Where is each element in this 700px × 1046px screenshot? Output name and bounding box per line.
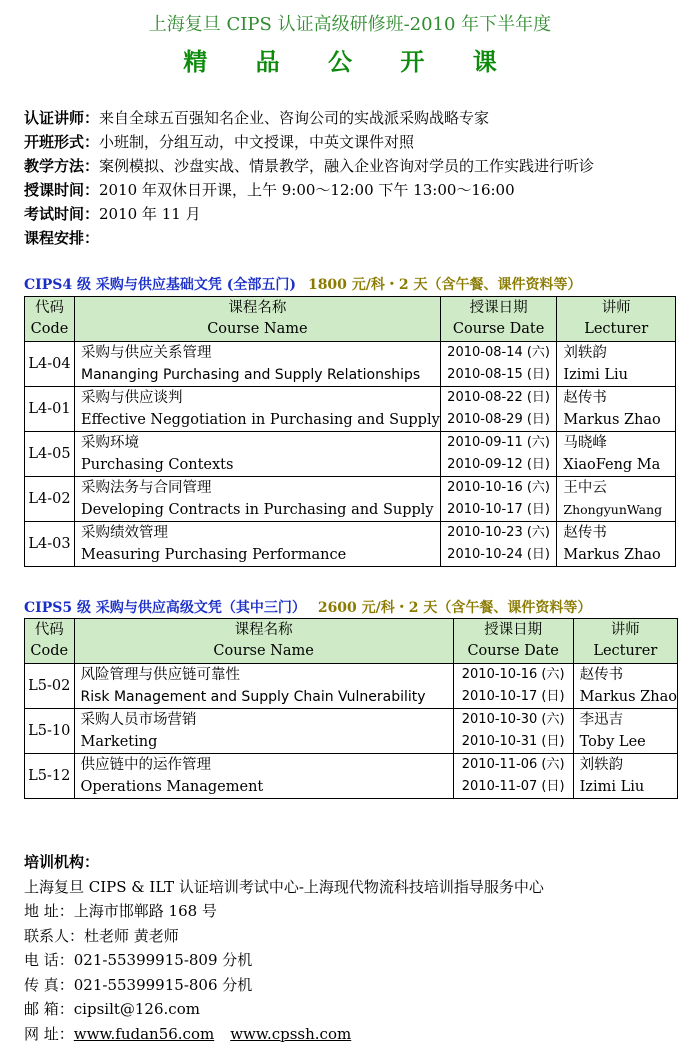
info-value: 2010 年 11 月 xyxy=(99,205,201,223)
course-code: L4-01 xyxy=(25,387,75,432)
course-name-cn: 采购与供应谈判 xyxy=(75,387,440,409)
course-date-cell xyxy=(440,522,557,567)
org-contact: 联系人：杜老师 黄老师 xyxy=(24,924,544,949)
lecturer-en: Izimi Liu xyxy=(557,364,675,386)
course-code: L5-02 xyxy=(25,664,75,709)
org-block xyxy=(24,850,544,1046)
info-label: 开班形式： xyxy=(24,133,99,151)
course-date-1: 2010-10-23 (六) xyxy=(441,522,557,544)
lecturer-cell xyxy=(573,754,677,799)
cips4-heading xyxy=(24,274,582,294)
course-name-en: Risk Management and Supply Chain Vulnerability xyxy=(75,686,453,708)
lecturer-cn: 刘轶韵 xyxy=(574,754,677,776)
course-name-en: Measuring Purchasing Performance xyxy=(75,544,440,566)
table-header-row xyxy=(25,297,676,342)
course-name-cn: 采购人员市场营销 xyxy=(75,709,453,731)
lecturer-en: Markus Zhao xyxy=(557,409,675,431)
lecturer-cell xyxy=(557,522,676,567)
info-label: 课程安排： xyxy=(24,229,99,247)
page-subtitle: 精 品 公 开 课 xyxy=(0,42,700,77)
course-name-cell xyxy=(74,754,453,799)
header-code: 代码 Code xyxy=(25,619,75,664)
course-name-cn: 采购绩效管理 xyxy=(75,522,440,544)
lecturer-en: Markus Zhao xyxy=(557,544,675,566)
org-website-row xyxy=(24,1022,544,1046)
course-date-1: 2010-09-11 (六) xyxy=(441,432,557,454)
info-row xyxy=(24,154,684,178)
course-date-1: 2010-10-30 (六) xyxy=(454,709,573,731)
header-lecturer: 讲师 Lecturer xyxy=(573,619,677,664)
org-email: 邮 箱：cipsilt@126.com xyxy=(24,997,544,1022)
course-date-2: 2010-10-31 (日) xyxy=(454,731,573,753)
header-course-date: 授课日期 Course Date xyxy=(453,619,573,664)
lecturer-cn: 马晓峰 xyxy=(557,432,675,454)
cips5-table xyxy=(24,618,678,799)
org-name: 上海复旦 CIPS & ILT 认证培训考试中心-上海现代物流科技培训指导服务中心 xyxy=(24,875,544,900)
info-label: 授课时间： xyxy=(24,181,99,199)
course-date-2: 2010-09-12 (日) xyxy=(441,454,557,476)
course-code: L4-04 xyxy=(25,342,75,387)
course-name-en: Purchasing Contexts xyxy=(75,454,440,476)
cips4-price: 1800 元/科・2 天（含午餐、课件资料等） xyxy=(308,277,582,293)
website-link-fudan56[interactable]: www.fudan56.com xyxy=(74,1025,214,1043)
info-row xyxy=(24,202,684,226)
course-name-cell xyxy=(74,342,440,387)
lecturer-cell xyxy=(573,664,677,709)
lecturer-cn: 赵传书 xyxy=(574,664,677,686)
lecturer-cell xyxy=(557,342,676,387)
course-code: L4-05 xyxy=(25,432,75,477)
lecturer-cn: 李迅吉 xyxy=(574,709,677,731)
course-date-cell xyxy=(440,387,557,432)
lecturer-en: ZhongyunWang xyxy=(557,499,675,521)
course-name-cell xyxy=(74,432,440,477)
info-block xyxy=(24,106,684,250)
header-course-name: 课程名称 Course Name xyxy=(74,619,453,664)
lecturer-en: XiaoFeng Ma xyxy=(557,454,675,476)
lecturer-cell xyxy=(557,477,676,522)
course-name-cn: 采购与供应关系管理 xyxy=(75,342,440,364)
info-value: 案例模拟、沙盘实战、情景教学，融入企业咨询对学员的工作实践进行听诊 xyxy=(99,157,594,175)
course-date-1: 2010-10-16 (六) xyxy=(441,477,557,499)
cips4-table xyxy=(24,296,676,567)
cips5-title: CIPS5 级 采购与供应高级文凭（其中三门） xyxy=(24,600,306,616)
course-name-cell xyxy=(74,387,440,432)
course-date-cell xyxy=(453,664,573,709)
cips5-heading xyxy=(24,597,591,617)
info-label: 认证讲师： xyxy=(24,109,99,127)
cips5-price: 2600 元/科・2 天（含午餐、课件资料等） xyxy=(318,600,592,616)
course-code: L5-10 xyxy=(25,709,75,754)
course-date-1: 2010-10-16 (六) xyxy=(454,664,573,686)
course-name-cell xyxy=(74,477,440,522)
info-row xyxy=(24,130,684,154)
website-link-cpssh[interactable]: www.cpssh.com xyxy=(230,1025,351,1043)
page-title: 上海复旦 CIPS 认证高级研修班-2010 年下半年度 xyxy=(0,10,700,36)
info-label: 教学方法： xyxy=(24,157,99,175)
course-code: L4-02 xyxy=(25,477,75,522)
org-heading: 培训机构： xyxy=(24,850,544,875)
course-name-cell xyxy=(74,709,453,754)
table-row xyxy=(25,754,678,799)
lecturer-cell xyxy=(557,432,676,477)
course-date-2: 2010-11-07 (日) xyxy=(454,776,573,798)
course-name-cn: 供应链中的运作管理 xyxy=(75,754,453,776)
header-course-name: 课程名称 Course Name xyxy=(74,297,440,342)
info-row xyxy=(24,106,684,130)
course-name-cn: 风险管理与供应链可靠性 xyxy=(75,664,453,686)
info-value: 小班制，分组互动，中文授课，中英文课件对照 xyxy=(99,133,414,151)
lecturer-cn: 赵传书 xyxy=(557,522,675,544)
course-date-1: 2010-08-14 (六) xyxy=(441,342,557,364)
table-row xyxy=(25,709,678,754)
course-date-cell xyxy=(440,477,557,522)
table-header-row xyxy=(25,619,678,664)
course-date-1: 2010-11-06 (六) xyxy=(454,754,573,776)
cips4-title: CIPS4 级 采购与供应基础文凭 (全部五门) xyxy=(24,277,296,293)
course-date-2: 2010-10-17 (日) xyxy=(454,686,573,708)
table-row xyxy=(25,477,676,522)
lecturer-cn: 赵传书 xyxy=(557,387,675,409)
course-code: L4-03 xyxy=(25,522,75,567)
course-name-cell xyxy=(74,522,440,567)
table-row xyxy=(25,522,676,567)
course-name-en: Marketing xyxy=(75,731,453,753)
lecturer-cn: 刘轶韵 xyxy=(557,342,675,364)
lecturer-cell xyxy=(557,387,676,432)
info-row xyxy=(24,178,684,202)
info-value: 2010 年双休日开课，上午 9:00～12:00 下午 13:00～16:00 xyxy=(99,181,515,199)
course-date-2: 2010-08-29 (日) xyxy=(441,409,557,431)
course-date-2: 2010-10-17 (日) xyxy=(441,499,557,521)
course-code: L5-12 xyxy=(25,754,75,799)
course-date-cell xyxy=(453,709,573,754)
info-value: 来自全球五百强知名企业、咨询公司的实战派采购战略专家 xyxy=(99,109,489,127)
table-row xyxy=(25,664,678,709)
course-date-2: 2010-10-24 (日) xyxy=(441,544,557,566)
course-date-cell xyxy=(440,432,557,477)
org-address: 地 址：上海市邯郸路 168 号 xyxy=(24,899,544,924)
table-row xyxy=(25,387,676,432)
course-name-cn: 采购法务与合同管理 xyxy=(75,477,440,499)
course-name-cell xyxy=(74,664,453,709)
course-name-en: Operations Management xyxy=(75,776,453,798)
org-website-label: 网 址： xyxy=(24,1025,74,1043)
table-row xyxy=(25,432,676,477)
lecturer-cell xyxy=(573,709,677,754)
course-name-en: Mananging Purchasing and Supply Relationships xyxy=(75,364,440,386)
lecturer-en: Izimi Liu xyxy=(574,776,677,798)
table-row xyxy=(25,342,676,387)
lecturer-en: Markus Zhao xyxy=(574,686,677,708)
course-date-cell xyxy=(453,754,573,799)
info-label: 考试时间： xyxy=(24,205,99,223)
info-row xyxy=(24,226,684,250)
header-course-date: 授课日期 Course Date xyxy=(440,297,557,342)
org-phone: 电 话：021-55399915-809 分机 xyxy=(24,948,544,973)
header-lecturer: 讲师 Lecturer xyxy=(557,297,676,342)
lecturer-en: Toby Lee xyxy=(574,731,677,753)
org-fax: 传 真：021-55399915-806 分机 xyxy=(24,973,544,998)
course-name-cn: 采购环境 xyxy=(75,432,440,454)
course-date-2: 2010-08-15 (日) xyxy=(441,364,557,386)
lecturer-cn: 王中云 xyxy=(557,477,675,499)
header-code: 代码 Code xyxy=(25,297,75,342)
course-name-en: Developing Contracts in Purchasing and Supply xyxy=(75,499,440,521)
course-name-en: Effective Neggotiation in Purchasing and Supply xyxy=(75,409,440,431)
course-date-cell xyxy=(440,342,557,387)
course-date-1: 2010-08-22 (日) xyxy=(441,387,557,409)
